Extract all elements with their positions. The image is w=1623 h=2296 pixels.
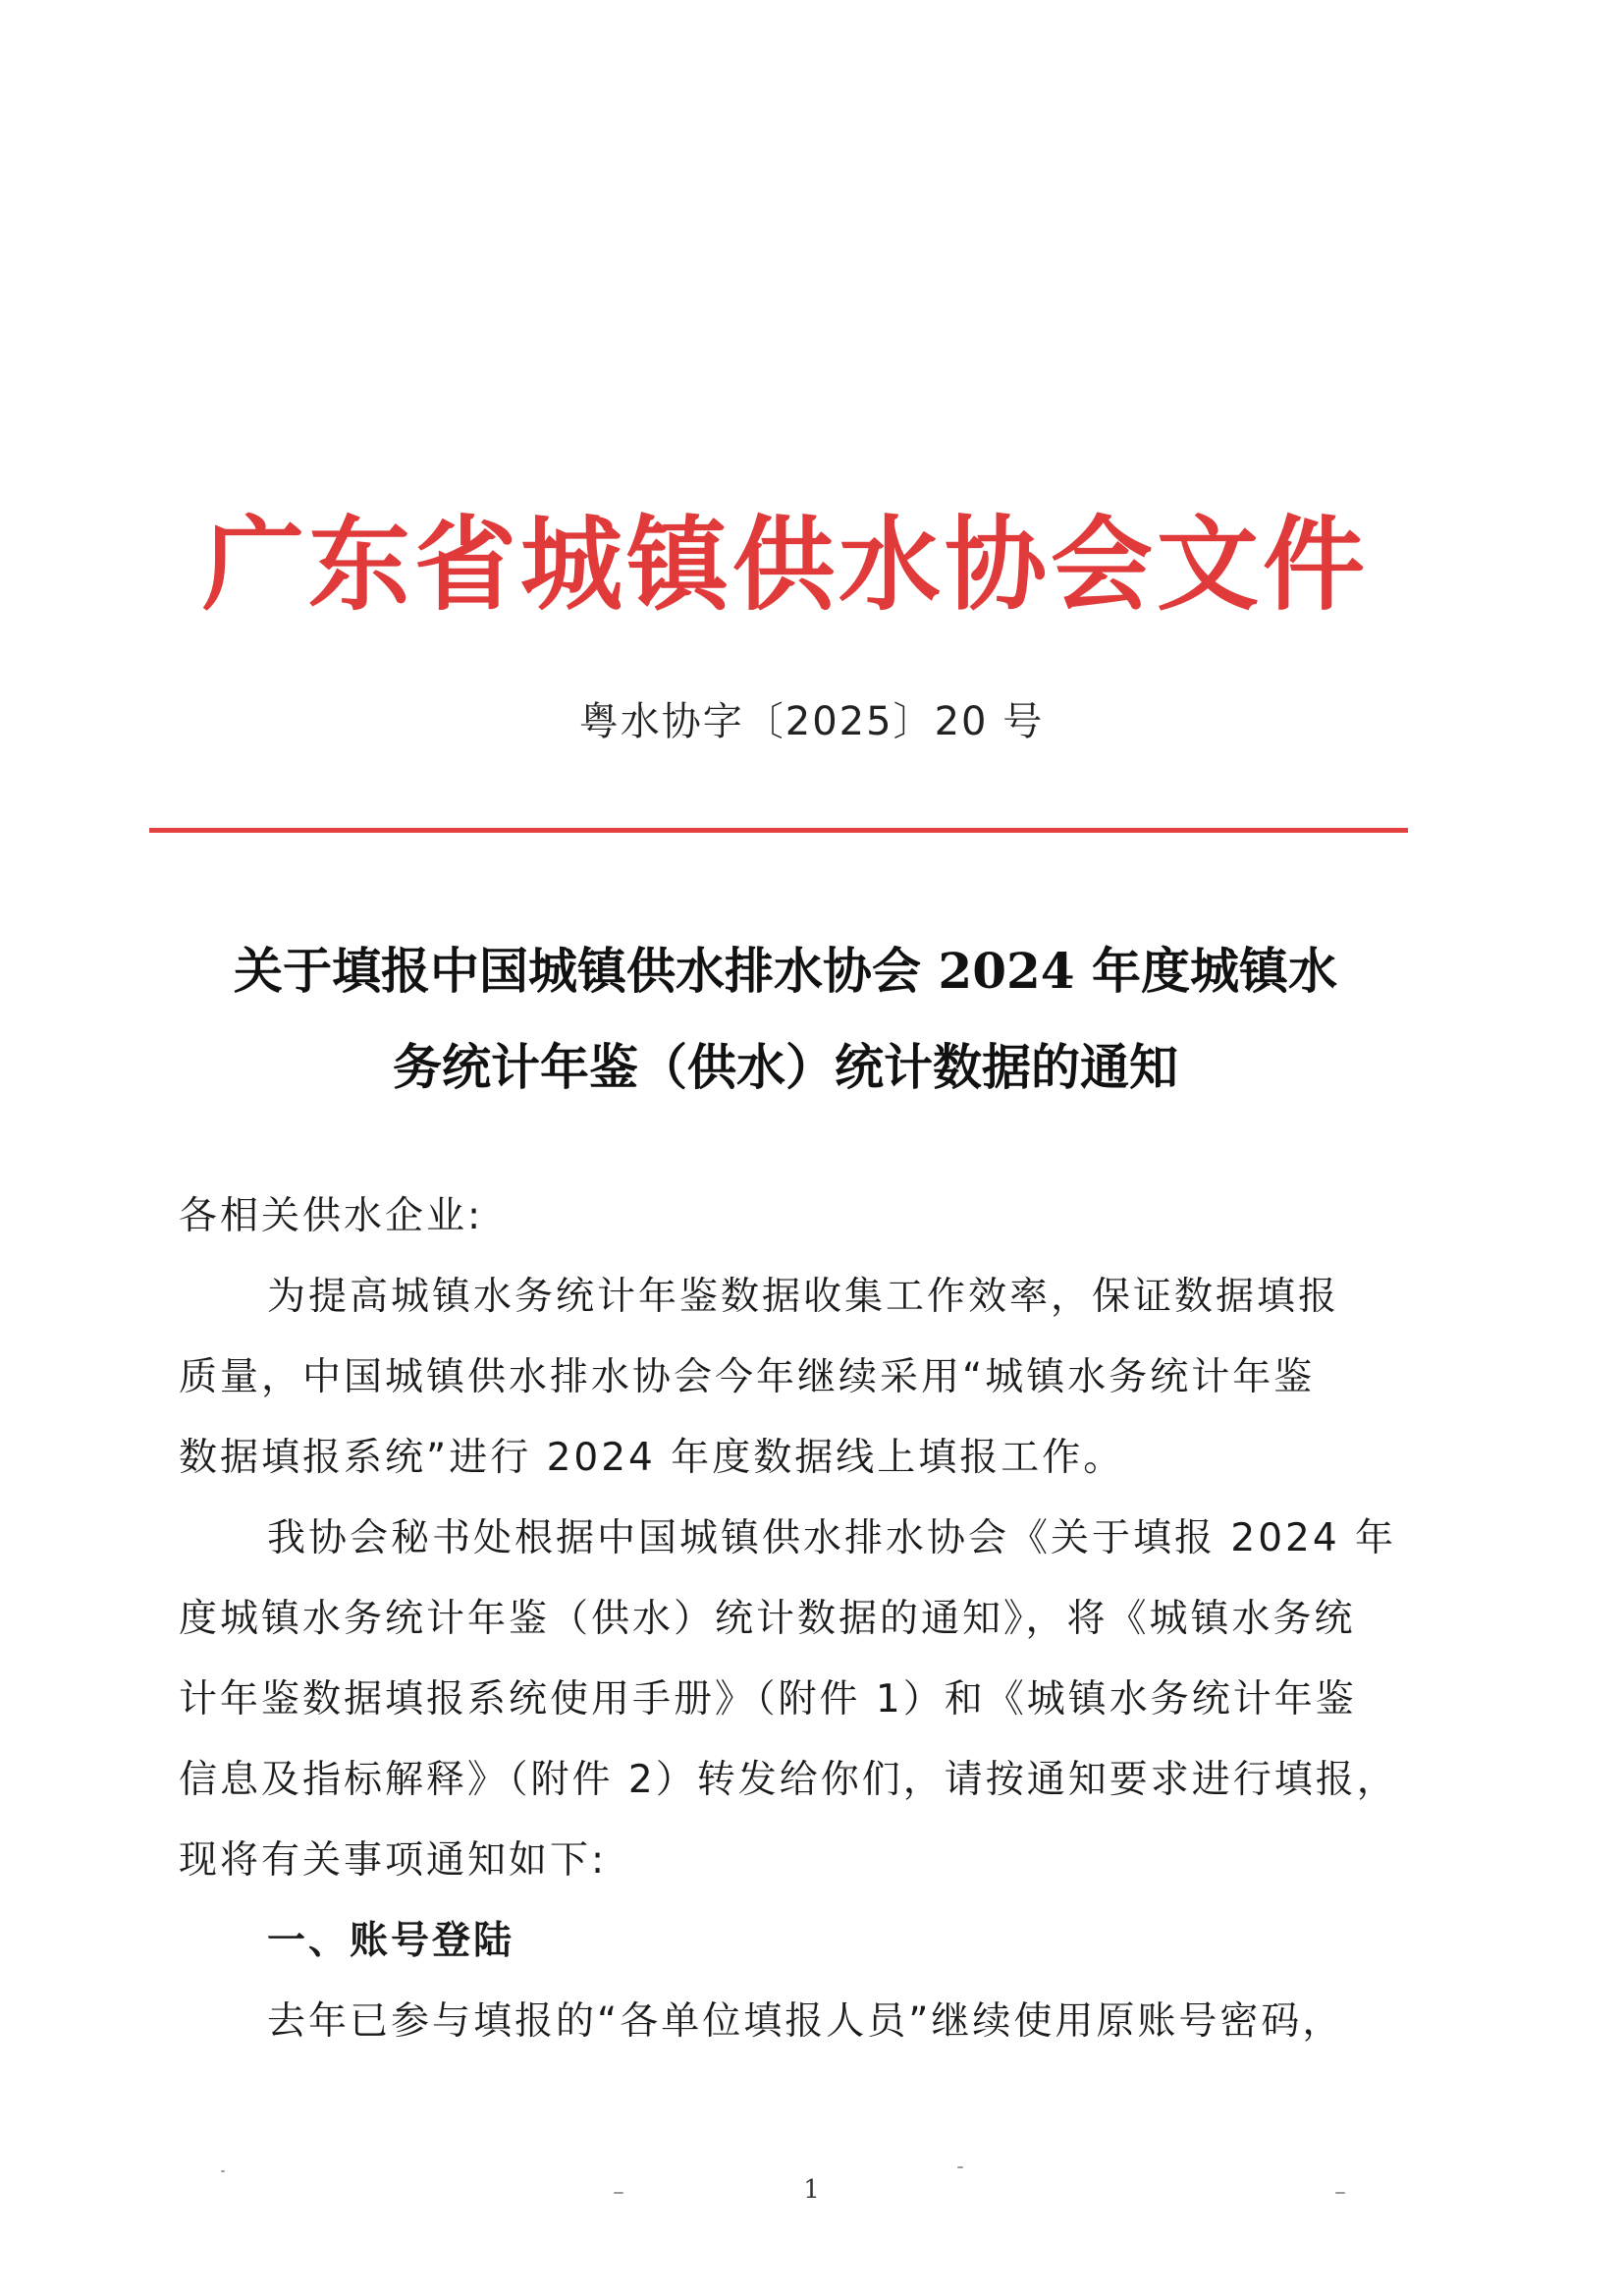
paragraph-2-line-3: 计年鉴数据填报系统使用手册》（附件 1）和《城镇水务统计年鉴	[179, 1677, 1357, 1722]
paragraph-2-line-2: 度城镇水务统计年鉴（供水）统计数据的通知》，将《城镇水务统	[179, 1597, 1356, 1641]
paragraph-2-line-4: 信息及指标解释》（附件 2）转发给你们，请按通知要求进行填报，	[179, 1758, 1398, 1802]
salutation: 各相关供水企业:	[179, 1194, 484, 1238]
heading-line-2: 务统计年鉴（供水）统计数据的通知	[393, 1038, 1178, 1096]
red-divider-line	[149, 828, 1408, 833]
paragraph-3-line-1: 去年已参与填报的“各单位填报人员”继续使用原账号密码，	[267, 1999, 1344, 2044]
notice-body	[179, 1176, 1416, 2062]
paragraph-1-line-1: 为提高城镇水务统计年鉴数据收集工作效率，保证数据填报	[267, 1275, 1340, 1319]
scan-speck	[1335, 2192, 1345, 2194]
notice-heading	[147, 923, 1424, 1116]
scan-speck	[957, 2166, 963, 2168]
page-number: 1	[803, 2175, 820, 2205]
paragraph-2-line-5: 现将有关事项通知如下:	[179, 1838, 608, 1883]
paragraph-1-line-2: 质量，中国城镇供水排水协会今年继续采用“城镇水务统计年鉴	[179, 1355, 1316, 1399]
scan-speck	[614, 2192, 623, 2194]
scan-speck	[221, 2170, 225, 2172]
paragraph-2-line-1: 我协会秘书处根据中国城镇供水排水协会《关于填报 2024 年	[267, 1516, 1397, 1560]
paragraph-1-line-3: 数据填报系统”进行 2024 年度数据线上填报工作。	[179, 1436, 1125, 1480]
issuing-authority-title: 广东省城镇供水协会文件	[201, 504, 1369, 625]
heading-line-1: 关于填报中国城镇供水排水协会 2024 年度城镇水	[234, 942, 1337, 1000]
document-number: 粤水协字〔2025〕20 号	[578, 699, 1045, 744]
section-heading-account-login: 一、账号登陆	[267, 1919, 515, 1963]
